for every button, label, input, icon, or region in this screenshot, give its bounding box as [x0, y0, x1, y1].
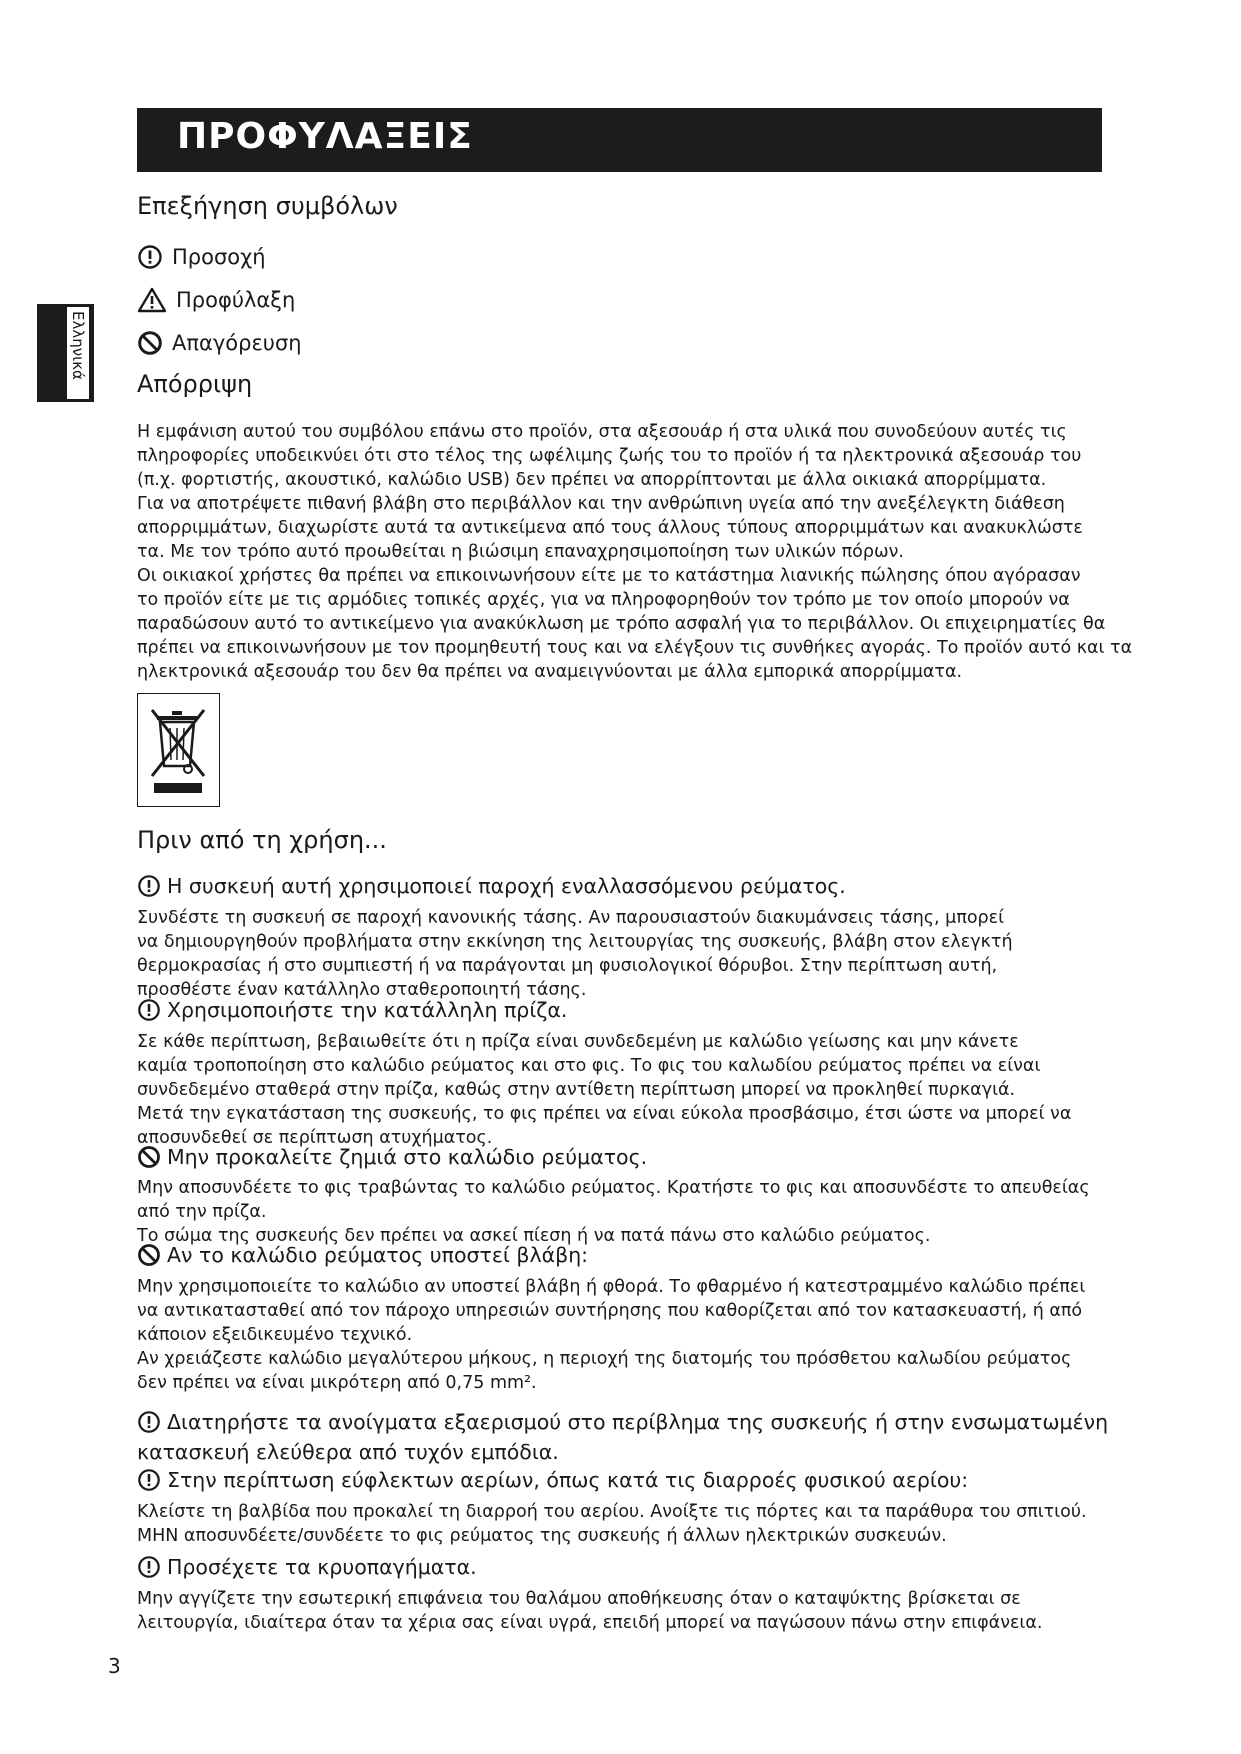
- before-use-item-3-text: Μην αποσυνδέετε το φις τραβώντας το καλώδιο ρεύματος. Κρατήστε το φις και αποσυνδέστε το απευθείας από την πρίζα. Το σώμα της συσκευής δεν πρέπει να ασκεί πίεση ή να πατά πάνω στο καλώδιο ρεύματος.: [137, 1178, 1090, 1246]
- prohibition-icon: [137, 1145, 161, 1169]
- language-tab-label: Ελληνικά: [69, 311, 87, 380]
- item-1-title-text: Η συσκευή αυτή χρησιμοποιεί παροχή εναλλασσόμενου ρεύματος.: [167, 874, 846, 898]
- before-use-item-4-text: Μην χρησιμοποιείτε το καλώδιο αν υποστεί βλάβη ή φθορά. Το φθαρμένο ή κατεστραμμένο καλώδιο πρέπει να αντικατασταθεί από τον πάροχο υπηρεσιών συντήρησης που καθορίζεται από τον κατασκευαστή, ή από κάποιον εξειδικευμένο τεχνικό. Αν χρειάζεστε καλώδιο μεγαλύτερου μήκους, η περιοχή της διατομής του πρόσθετου καλωδίου ρεύματος δεν πρέπει να είναι μικρότερη από 0,75 mm².: [137, 1277, 1086, 1393]
- item-4-title-text: Αν το καλώδιο ρεύματος υποστεί βλάβη:: [167, 1243, 589, 1267]
- exclamation-circle-icon: [137, 1555, 161, 1579]
- disposal-text: Η εμφάνιση αυτού του συμβόλου επάνω στο προϊόν, στα αξεσουάρ ή στα υλικά που συνοδεύουν αυτές τις πληροφορίες υποδεικνύει ότι στο τέλος της ωφέλιμης ζωής του το προϊόν ή τα ηλεκτρονικά αξεσουάρ του (π.χ. φορτιστής, ακουστικό, καλώδιο USB) δεν πρέπει να απορρίπτονται με άλλα οικιακά απορρίμματα. Για να αποτρέψετε πιθανή βλάβη στο περιβάλλον και την ανθρώπινη υγεία από την ανεξέλεγκτη διάθεση απορριμμάτων, διαχωρίστε αυτά τα αντικείμενα από τους άλλους τύπους απορριμμάτων και ανακυκλώστε τα. Με τον τρόπο αυτό προωθείται η βιώσιμη επαναχρησιμοποίηση των υλικών πόρων. Οι οικιακοί χρήστες θα πρέπει να επικοινωνήσουν είτε με το κατάστημα λιανικής πώλησης όπου αγόρασαν το προϊόν είτε με τις αρμόδιες τοπικές αρχές, για να πληροφορηθούν τον τρόπο με τον οποίο μπορούν να παραδώσουν αυτό το αντικείμενο για ανακύκλωση με τρόπο ασφαλή για το περιβάλλον. Οι επιχειρηματίες θα πρέπει να επικοινωνήσουν με τον προμηθευτή τους και να ελέγξουν τις συνθήκες αγοράς. Το προϊόν αυτό και τα ηλεκτρονικά αξεσουάρ του δεν θα πρέπει να αναμειγνύονται με άλλα εμπορικά απορρίμματα.: [137, 422, 1133, 682]
- warning-triangle-icon: [137, 287, 167, 313]
- before-use-item-6-text: Κλείστε τη βαλβίδα που προκαλεί τη διαρροή του αερίου. Ανοίξτε τις πόρτες και τα παράθυρα του σπιτιού. ΜΗΝ αποσυνδέετε/συνδέετε το φις ρεύματος της συσκευής ή άλλων ηλεκτρικών συσκευών.: [137, 1502, 1087, 1546]
- item-3-title-text: Μην προκαλείτε ζημιά στο καλώδιο ρεύματος.: [167, 1145, 648, 1169]
- item-5-title-line2: κατασκευή ελεύθερα από τυχόν εμπόδια.: [137, 1440, 559, 1464]
- crossed-bin-icon: [138, 694, 218, 805]
- legend-item-precaution: [137, 287, 295, 313]
- legend-item-prohibition: [137, 330, 302, 356]
- prohibition-icon: [137, 330, 163, 356]
- disposal-heading: Απόρριψη: [137, 370, 253, 398]
- exclamation-circle-icon: [137, 1410, 161, 1434]
- language-tab: [37, 304, 94, 402]
- page-number: 3: [108, 1654, 121, 1678]
- title-bar: [137, 108, 1102, 172]
- before-use-item-4-title: [137, 1243, 588, 1267]
- before-use-item-6-title: [137, 1468, 968, 1492]
- item-5-title-text: Διατηρήστε τα ανοίγματα εξαερισμού στο περίβλημα της συσκευής ή στην ενσωματωμένη: [167, 1410, 1109, 1434]
- before-use-item-1-title: [137, 874, 846, 898]
- before-use-item-1-text: Συνδέστε τη συσκευή σε παροχή κανονικής τάσης. Αν παρουσιαστούν διακυμάνσεις τάσης, μπορεί να δημιουργηθούν προβλήματα στην εκκίνηση της λειτουργίας της συσκευής, βλάβη στον ελεγκτή θερμοκρασίας ή στο συμπιεστή ή να παράγονται μη φυσιολογικοί θόρυβοι. Στην περίπτωση αυτή, προσθέστε έναν κατάλληλο σταθεροποιητή τάσης.: [137, 908, 1013, 1000]
- legend-label-precaution: Προφύλαξη: [176, 288, 296, 312]
- legend-label-caution: Προσοχή: [172, 245, 266, 269]
- page-title: ΠΡΟΦΥΛΑΞΕΙΣ: [177, 116, 473, 157]
- item-7-title-text: Προσέχετε τα κρυοπαγήματα.: [167, 1555, 477, 1579]
- language-tab-inner: [67, 307, 89, 399]
- before-use-heading: Πριν από τη χρήση...: [137, 826, 387, 854]
- before-use-item-7-text: Μην αγγίζετε την εσωτερική επιφάνεια του θαλάμου αποθήκευσης όταν ο καταψύκτης βρίσκεται σε λειτουργία, ιδιαίτερα όταν τα χέρια σας είναι υγρά, επειδή μπορεί να παγώσουν πάνω στην επιφάνεια.: [137, 1589, 1043, 1633]
- prohibition-icon: [137, 1243, 161, 1267]
- exclamation-circle-icon: [137, 244, 163, 270]
- before-use-item-2-title: [137, 998, 567, 1022]
- before-use-item-3-title: [137, 1145, 647, 1169]
- weee-symbol-box: [137, 693, 220, 807]
- legend-label-prohibition: Απαγόρευση: [172, 331, 302, 355]
- exclamation-circle-icon: [137, 998, 161, 1022]
- item-6-title-text: Στην περίπτωση εύφλεκτων αερίων, όπως κατά τις διαρροές φυσικού αερίου:: [167, 1468, 969, 1492]
- exclamation-circle-icon: [137, 874, 161, 898]
- legend-item-caution: [137, 244, 266, 270]
- symbols-heading: Επεξήγηση συμβόλων: [137, 192, 398, 220]
- before-use-item-2-text: Σε κάθε περίπτωση, βεβαιωθείτε ότι η πρίζα είναι συνδεδεμένη με καλώδιο γείωσης και μην κάνετε καμία τροποποίηση στο καλώδιο ρεύματος και στο φις. Το φις του καλωδίου ρεύματος πρέπει να είναι συνδεδεμένο σταθερά στην πρίζα, καθώς στην αντίθετη περίπτωση μπορεί να προκληθεί πυρκαγιά. Μετά την εγκατάσταση της συσκευής, το φις πρέπει να είναι εύκολα προσβάσιμο, έτσι ώστε να μπορεί να αποσυνδεθεί σε περίπτωση ατυχήματος.: [137, 1032, 1072, 1148]
- before-use-item-5-title: [137, 1410, 1108, 1434]
- exclamation-circle-icon: [137, 1468, 161, 1492]
- before-use-item-7-title: [137, 1555, 477, 1579]
- item-2-title-text: Χρησιμοποιήστε την κατάλληλη πρίζα.: [167, 998, 568, 1022]
